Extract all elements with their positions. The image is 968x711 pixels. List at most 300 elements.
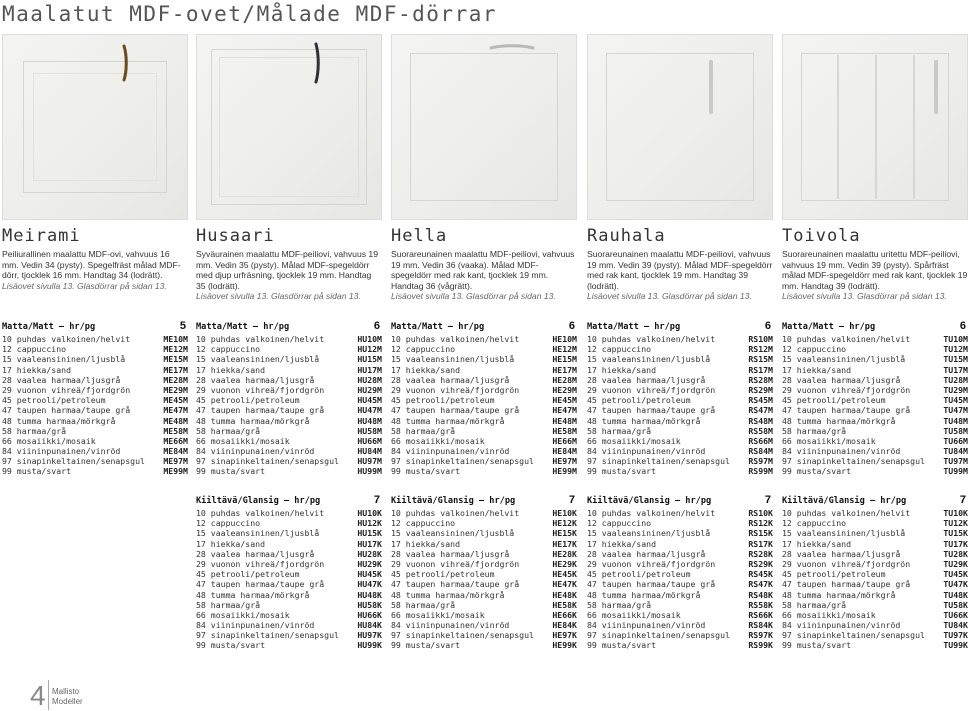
table-row bbox=[782, 456, 968, 466]
product-code: HU84M bbox=[357, 446, 382, 457]
table-row bbox=[391, 354, 577, 364]
table-row bbox=[2, 334, 188, 344]
table-row bbox=[196, 579, 382, 589]
table-row bbox=[587, 600, 773, 610]
product-code: HE58M bbox=[552, 425, 577, 436]
color-table-matt bbox=[196, 320, 382, 477]
table-row bbox=[2, 344, 188, 354]
product-code: HE17M bbox=[552, 364, 577, 375]
price-group: 7 bbox=[568, 494, 575, 506]
table-row bbox=[782, 549, 968, 559]
price-group: 7 bbox=[959, 494, 966, 506]
product-code: ME48M bbox=[163, 415, 188, 426]
table-row bbox=[2, 395, 188, 405]
model-note: Lisäovet sivulla 13. Glasdörrar på sidan 13. bbox=[587, 291, 752, 302]
door-groove bbox=[837, 55, 839, 199]
table-row bbox=[587, 590, 773, 600]
product-code: HU12K bbox=[357, 518, 382, 529]
table-row bbox=[391, 344, 577, 354]
table-row bbox=[587, 518, 773, 528]
table-row bbox=[196, 365, 382, 375]
color-name: 58 harmaa/grå bbox=[2, 425, 67, 436]
table-row bbox=[587, 416, 773, 426]
color-name: 17 hiekka/sand bbox=[391, 364, 461, 375]
product-code: HU48M bbox=[357, 415, 382, 426]
model-note: Lisäovet sivulla 13. Glasdörrar på sidan 13. bbox=[782, 291, 947, 302]
table-row bbox=[2, 416, 188, 426]
color-table-gloss bbox=[587, 494, 773, 651]
product-code: HU15K bbox=[357, 528, 382, 539]
product-code: ME29M bbox=[163, 384, 188, 395]
color-name: 15 vaaleansininen/ljusblå bbox=[587, 528, 711, 539]
model-description bbox=[587, 249, 773, 302]
table-row bbox=[391, 426, 577, 436]
table-rows bbox=[196, 508, 382, 651]
door-image-rauhala bbox=[587, 34, 773, 220]
product-code: TU84M bbox=[943, 446, 968, 457]
table-rows bbox=[391, 334, 577, 477]
table-title: Kiiltävä/Glansig – hr/pg bbox=[391, 496, 516, 506]
color-name: 97 sinapinkeltainen/senapsgul bbox=[391, 456, 534, 467]
color-name: 48 tumma harmaa/mörkgrå bbox=[391, 415, 505, 426]
product-code: ME99M bbox=[163, 466, 188, 477]
color-name: 15 vaaleansininen/ljusblå bbox=[196, 528, 320, 539]
table-row bbox=[2, 456, 188, 466]
color-name: 66 mosaiikki/mosaik bbox=[782, 609, 876, 620]
color-name: 84 viininpunainen/vinröd bbox=[196, 620, 315, 631]
color-name: 12 cappuccino bbox=[782, 344, 847, 355]
color-name: 47 taupen harmaa/taupe grå bbox=[782, 405, 911, 416]
table-row bbox=[391, 518, 577, 528]
table-row bbox=[782, 405, 968, 415]
product-code: HU97M bbox=[357, 456, 382, 467]
table-row bbox=[782, 528, 968, 538]
color-name: 28 vaalea harmaa/ljusgrå bbox=[782, 548, 901, 559]
color-name: 45 petrooli/petroleum bbox=[587, 569, 691, 580]
product-code: TU99M bbox=[943, 466, 968, 477]
product-code: ME66M bbox=[163, 435, 188, 446]
product-code: ME28M bbox=[163, 374, 188, 385]
table-row bbox=[196, 416, 382, 426]
product-code: HE12M bbox=[552, 344, 577, 355]
table-row bbox=[2, 436, 188, 446]
color-name: 17 hiekka/sand bbox=[2, 364, 72, 375]
product-code: HE45M bbox=[552, 395, 577, 406]
product-code: HU17M bbox=[357, 364, 382, 375]
table-row bbox=[391, 334, 577, 344]
table-row bbox=[391, 365, 577, 375]
color-name: 29 vuonon vihreä/fjordgrön bbox=[782, 384, 911, 395]
product-code: TU17M bbox=[943, 364, 968, 375]
table-row bbox=[587, 579, 773, 589]
color-name: 15 vaaleansininen/ljusblå bbox=[587, 354, 711, 365]
table-row bbox=[196, 569, 382, 579]
table-row bbox=[391, 456, 577, 466]
table-header bbox=[196, 320, 382, 334]
table-row bbox=[391, 640, 577, 650]
color-name: 10 puhdas valkoinen/helvit bbox=[391, 508, 520, 518]
product-code: TU66M bbox=[943, 435, 968, 446]
product-code: TU12K bbox=[943, 518, 968, 529]
color-name: 28 vaalea harmaa/ljusgrå bbox=[196, 548, 315, 559]
product-code: ME10M bbox=[163, 334, 188, 344]
product-code: RS10M bbox=[748, 334, 773, 344]
product-code: TU97M bbox=[943, 456, 968, 467]
table-rows bbox=[2, 334, 188, 477]
product-code: HE45K bbox=[552, 569, 577, 580]
product-code: HE99M bbox=[552, 466, 577, 477]
footer-line-2: Modeller bbox=[52, 697, 83, 706]
product-code: TU99K bbox=[943, 640, 968, 651]
product-code: RS45K bbox=[748, 569, 773, 580]
table-row bbox=[587, 539, 773, 549]
table-row bbox=[782, 559, 968, 569]
product-code: ME47M bbox=[163, 405, 188, 416]
model-description bbox=[782, 249, 968, 302]
door-profile-frame bbox=[410, 53, 558, 201]
table-row bbox=[391, 375, 577, 385]
color-name: 97 sinapinkeltainen/senapsgul bbox=[196, 630, 339, 641]
table-row bbox=[782, 579, 968, 589]
table-row bbox=[391, 466, 577, 476]
table-row bbox=[782, 640, 968, 650]
table-row bbox=[782, 600, 968, 610]
table-row bbox=[391, 385, 577, 395]
table-row bbox=[196, 466, 382, 476]
color-name: 10 puhdas valkoinen/helvit bbox=[587, 508, 716, 518]
model-desc-text: Peiliurallinen maalattu MDF-ovi, vahvuus 16 mm. Vedin 34 (pysty). Spegelfräst målad MDF-dörr, tjocklek 16 mm. Handtag 34 (lodrätt). bbox=[2, 249, 181, 281]
color-name: 17 hiekka/sand bbox=[782, 364, 852, 375]
table-row bbox=[782, 344, 968, 354]
door-profile-frame bbox=[606, 53, 754, 201]
product-code: RS15K bbox=[748, 528, 773, 539]
product-code: TU29M bbox=[943, 384, 968, 395]
table-row bbox=[391, 630, 577, 640]
table-row bbox=[391, 590, 577, 600]
product-code: HU47K bbox=[357, 579, 382, 590]
product-code: TU48K bbox=[943, 589, 968, 600]
handle-icon bbox=[708, 61, 718, 113]
model-name: Husaari bbox=[196, 226, 275, 246]
table-row bbox=[782, 416, 968, 426]
product-code: HE47M bbox=[552, 405, 577, 416]
table-row bbox=[391, 539, 577, 549]
handle-icon bbox=[490, 43, 534, 53]
product-code: TU58M bbox=[943, 425, 968, 436]
model-note: Lisäovet sivulla 13. Glasdörrar på sidan 13. bbox=[2, 280, 167, 291]
color-name: 47 taupen harmaa/taupe grå bbox=[587, 579, 716, 590]
price-group: 6 bbox=[568, 320, 575, 332]
product-code: RS29K bbox=[748, 558, 773, 569]
table-row bbox=[587, 354, 773, 364]
table-row bbox=[782, 395, 968, 405]
table-row bbox=[782, 375, 968, 385]
table-row bbox=[196, 405, 382, 415]
color-name: 17 hiekka/sand bbox=[196, 538, 266, 549]
table-row bbox=[196, 436, 382, 446]
model-name: Hella bbox=[391, 226, 448, 246]
color-name: 99 musta/svart bbox=[391, 640, 461, 651]
product-code: HE84K bbox=[552, 620, 577, 631]
table-header bbox=[782, 320, 968, 334]
color-name: 66 mosaiikki/mosaik bbox=[196, 609, 290, 620]
table-row bbox=[391, 569, 577, 579]
footer-section-label bbox=[52, 687, 83, 707]
color-name: 17 hiekka/sand bbox=[587, 364, 657, 375]
color-name: 12 cappuccino bbox=[587, 344, 652, 355]
product-code: HE10K bbox=[552, 508, 577, 518]
model-name: Rauhala bbox=[587, 226, 666, 246]
color-name: 10 puhdas valkoinen/helvit bbox=[196, 334, 325, 344]
color-name: 66 mosaiikki/mosaik bbox=[587, 435, 681, 446]
product-code: HU45M bbox=[357, 395, 382, 406]
product-code: HE66K bbox=[552, 609, 577, 620]
table-header bbox=[391, 494, 577, 508]
color-name: 84 viininpunainen/vinröd bbox=[587, 620, 706, 631]
table-row bbox=[587, 508, 773, 518]
color-name: 29 vuonon vihreä/fjordgrön bbox=[196, 558, 325, 569]
color-name: 28 vaalea harmaa/ljusgrå bbox=[391, 374, 510, 385]
product-code: RS12K bbox=[748, 518, 773, 529]
color-name: 47 taupen harmaa/taupe grå bbox=[196, 405, 325, 416]
color-name: 48 tumma harmaa/mörkgrå bbox=[196, 589, 310, 600]
product-code: HE10M bbox=[552, 334, 577, 344]
color-table-matt bbox=[391, 320, 577, 477]
table-title: Kiiltävä/Glansig – hr/pg bbox=[587, 496, 712, 506]
color-name: 66 mosaiikki/mosaik bbox=[391, 609, 485, 620]
page-number: 4 bbox=[30, 680, 46, 711]
door-image-husaari bbox=[196, 34, 382, 220]
color-name: 97 sinapinkeltainen/senapsgul bbox=[2, 456, 145, 467]
color-name: 12 cappuccino bbox=[391, 344, 456, 355]
table-row bbox=[196, 590, 382, 600]
product-code: RS17M bbox=[748, 364, 773, 375]
table-rows bbox=[587, 508, 773, 651]
color-name: 29 vuonon vihreä/fjordgrön bbox=[391, 384, 520, 395]
product-code: TU15K bbox=[943, 528, 968, 539]
table-row bbox=[196, 640, 382, 650]
table-row bbox=[196, 375, 382, 385]
color-name: 29 vuonon vihreä/fjordgrön bbox=[782, 558, 911, 569]
color-name: 97 sinapinkeltainen/senapsgul bbox=[196, 456, 339, 467]
color-name: 29 vuonon vihreä/fjordgrön bbox=[391, 558, 520, 569]
price-group: 5 bbox=[179, 320, 186, 332]
color-name: 29 vuonon vihreä/fjordgrön bbox=[587, 384, 716, 395]
table-row bbox=[196, 354, 382, 364]
product-code: HU66M bbox=[357, 435, 382, 446]
product-code: HE99K bbox=[552, 640, 577, 651]
door-profile-inner bbox=[33, 73, 157, 181]
product-code: ME17M bbox=[163, 364, 188, 375]
table-row bbox=[782, 630, 968, 640]
table-row bbox=[196, 549, 382, 559]
product-code: TU45M bbox=[943, 395, 968, 406]
product-code: RS15M bbox=[748, 354, 773, 365]
table-row bbox=[2, 426, 188, 436]
table-row bbox=[587, 559, 773, 569]
color-table-matt bbox=[587, 320, 773, 477]
table-row bbox=[196, 344, 382, 354]
product-code: HU58K bbox=[357, 599, 382, 610]
table-row bbox=[587, 466, 773, 476]
table-row bbox=[391, 446, 577, 456]
table-row bbox=[587, 640, 773, 650]
table-row bbox=[587, 456, 773, 466]
table-row bbox=[391, 600, 577, 610]
table-header bbox=[2, 320, 188, 334]
table-row bbox=[391, 549, 577, 559]
color-name: 84 viininpunainen/vinröd bbox=[391, 620, 510, 631]
color-name: 10 puhdas valkoinen/helvit bbox=[196, 508, 325, 518]
color-name: 12 cappuccino bbox=[2, 344, 67, 355]
product-code: TU66K bbox=[943, 609, 968, 620]
table-row bbox=[782, 334, 968, 344]
footer-line-1: Mallisto bbox=[52, 687, 80, 696]
product-code: HU28M bbox=[357, 374, 382, 385]
product-code: RS66M bbox=[748, 435, 773, 446]
product-code: HU12M bbox=[357, 344, 382, 355]
color-name: 58 harmaa/grå bbox=[196, 599, 261, 610]
product-code: TU47M bbox=[943, 405, 968, 416]
color-name: 84 viininpunainen/vinröd bbox=[587, 446, 706, 457]
table-row bbox=[587, 549, 773, 559]
color-name: 29 vuonon vihreä/fjordgrön bbox=[587, 558, 716, 569]
color-name: 99 musta/svart bbox=[782, 640, 852, 651]
product-code: RS48K bbox=[748, 589, 773, 600]
product-code: HE28M bbox=[552, 374, 577, 385]
product-code: HU97K bbox=[357, 630, 382, 641]
table-title: Matta/Matt – hr/pg bbox=[782, 322, 876, 332]
product-code: HE97K bbox=[552, 630, 577, 641]
color-name: 15 vaaleansininen/ljusblå bbox=[391, 354, 515, 365]
table-row bbox=[782, 436, 968, 446]
product-code: TU15M bbox=[943, 354, 968, 365]
color-name: 12 cappuccino bbox=[196, 518, 261, 529]
product-code: TU84K bbox=[943, 620, 968, 631]
color-name: 84 viininpunainen/vinröd bbox=[782, 446, 901, 457]
color-name: 12 cappuccino bbox=[196, 344, 261, 355]
model-desc-text: Suorareunainen maalattu MDF-peiliovi, vahvuus 19 mm. Vedin 36 (vaaka). Målad MDF-spegeldörr med rak kant, tjocklek 19 mm. Handtag 36 (vågrätt). bbox=[391, 249, 575, 291]
handle-icon bbox=[933, 61, 943, 113]
product-code: RS97K bbox=[748, 630, 773, 641]
table-row bbox=[2, 375, 188, 385]
table-row bbox=[2, 365, 188, 375]
table-row bbox=[196, 446, 382, 456]
footer-divider bbox=[48, 680, 49, 710]
color-name: 28 vaalea harmaa/ljusgrå bbox=[196, 374, 315, 385]
color-name: 48 tumma harmaa/mörkgrå bbox=[587, 415, 701, 426]
table-row bbox=[587, 569, 773, 579]
color-name: 28 vaalea harmaa/ljusgrå bbox=[587, 548, 706, 559]
color-table-gloss bbox=[391, 494, 577, 651]
table-row bbox=[782, 620, 968, 630]
model-description bbox=[2, 249, 188, 291]
product-code: HE17K bbox=[552, 538, 577, 549]
model-description bbox=[391, 249, 577, 302]
color-name: 66 mosaiikki/mosaik bbox=[782, 435, 876, 446]
table-row bbox=[782, 508, 968, 518]
product-code: HU29K bbox=[357, 558, 382, 569]
color-table-matt bbox=[782, 320, 968, 477]
table-row bbox=[587, 528, 773, 538]
table-row bbox=[587, 436, 773, 446]
color-name: 45 petrooli/petroleum bbox=[196, 569, 300, 580]
table-row bbox=[2, 385, 188, 395]
price-group: 6 bbox=[959, 320, 966, 332]
product-code: HU10K bbox=[357, 508, 382, 518]
color-name: 47 taupen harmaa/taupe grå bbox=[587, 405, 716, 416]
table-row bbox=[2, 405, 188, 415]
price-group: 6 bbox=[373, 320, 380, 332]
table-row bbox=[391, 416, 577, 426]
product-code: ME84M bbox=[163, 446, 188, 457]
product-code: HE12K bbox=[552, 518, 577, 529]
table-row bbox=[782, 518, 968, 528]
product-code: HU17K bbox=[357, 538, 382, 549]
table-header bbox=[391, 320, 577, 334]
color-name: 66 mosaiikki/mosaik bbox=[391, 435, 485, 446]
table-row bbox=[196, 620, 382, 630]
table-rows bbox=[391, 508, 577, 651]
product-code: RS17K bbox=[748, 538, 773, 549]
price-group: 7 bbox=[373, 494, 380, 506]
color-name: 97 sinapinkeltainen/senapsgul bbox=[587, 456, 730, 467]
product-code: RS58K bbox=[748, 599, 773, 610]
color-name: 84 viininpunainen/vinröd bbox=[782, 620, 901, 631]
product-code: RS10K bbox=[748, 508, 773, 518]
color-name: 17 hiekka/sand bbox=[196, 364, 266, 375]
table-row bbox=[196, 559, 382, 569]
product-code: HU66K bbox=[357, 609, 382, 620]
table-row bbox=[2, 354, 188, 364]
product-code: HE29M bbox=[552, 384, 577, 395]
model-name: Toivola bbox=[782, 226, 861, 246]
table-row bbox=[2, 466, 188, 476]
product-code: TU28M bbox=[943, 374, 968, 385]
table-header bbox=[782, 494, 968, 508]
table-row bbox=[587, 630, 773, 640]
product-code: HE48M bbox=[552, 415, 577, 426]
table-rows bbox=[782, 508, 968, 651]
color-name: 99 musta/svart bbox=[782, 466, 852, 477]
color-name: 48 tumma harmaa/mörkgrå bbox=[196, 415, 310, 426]
color-name: 99 musta/svart bbox=[587, 640, 657, 651]
product-code: RS99M bbox=[748, 466, 773, 477]
color-name: 99 musta/svart bbox=[391, 466, 461, 477]
color-name: 29 vuonon vihreä/fjordgrön bbox=[196, 384, 325, 395]
color-name: 45 petrooli/petroleum bbox=[587, 395, 691, 406]
color-name: 48 tumma harmaa/mörkgrå bbox=[782, 589, 896, 600]
product-code: HE84M bbox=[552, 446, 577, 457]
color-name: 45 petrooli/petroleum bbox=[391, 569, 495, 580]
table-row bbox=[587, 395, 773, 405]
table-row bbox=[587, 375, 773, 385]
color-name: 45 petrooli/petroleum bbox=[196, 395, 300, 406]
color-name: 17 hiekka/sand bbox=[587, 538, 657, 549]
color-name: 66 mosaiikki/mosaik bbox=[2, 435, 96, 446]
table-row bbox=[391, 620, 577, 630]
color-name: 48 tumma harmaa/mörkgrå bbox=[587, 589, 701, 600]
color-name: 99 musta/svart bbox=[196, 466, 266, 477]
product-code: HE66M bbox=[552, 435, 577, 446]
color-name: 15 vaaleansininen/ljusblå bbox=[2, 354, 126, 365]
color-name: 12 cappuccino bbox=[587, 518, 652, 529]
product-code: TU47K bbox=[943, 579, 968, 590]
product-code: RS66K bbox=[748, 609, 773, 620]
table-title: Matta/Matt – hr/pg bbox=[2, 322, 96, 332]
product-code: HU47M bbox=[357, 405, 382, 416]
table-row bbox=[196, 395, 382, 405]
